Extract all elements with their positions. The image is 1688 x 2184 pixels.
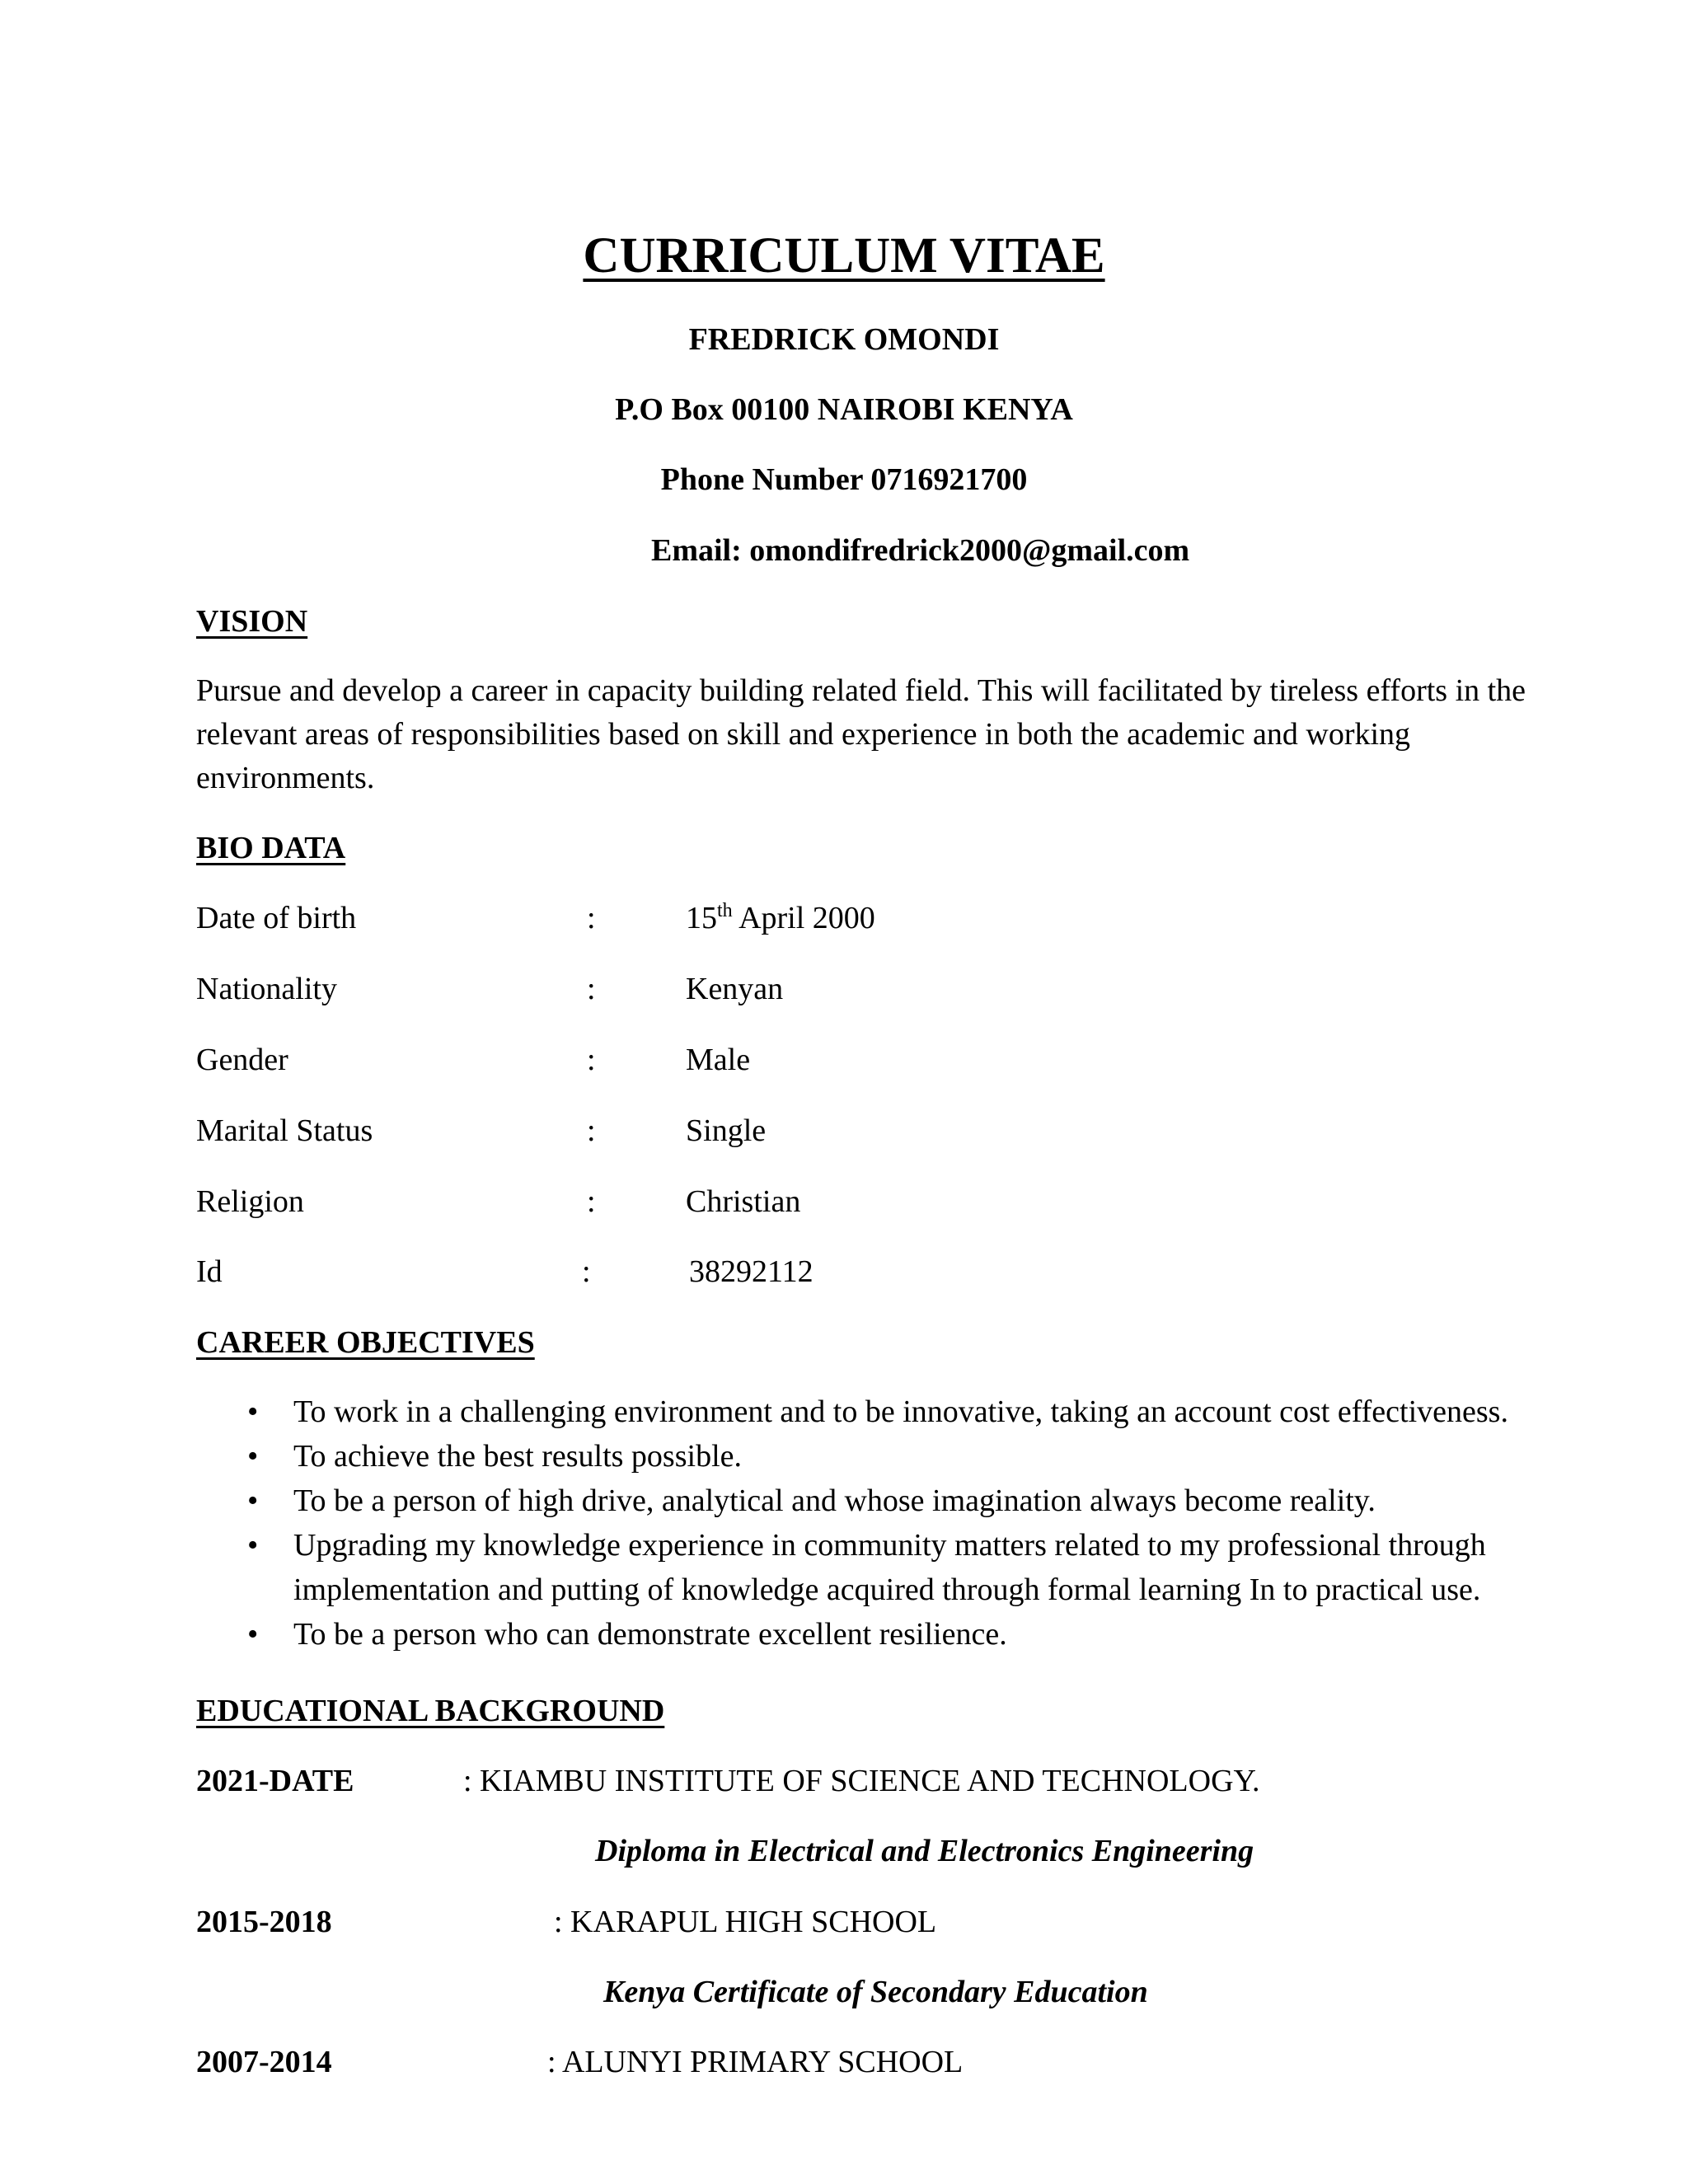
bio-value: Single xyxy=(686,1113,767,1148)
education-school: : ALUNYI PRIMARY SCHOOL xyxy=(547,2045,964,2079)
postal-address: P.O Box 00100 NAIROBI KENYA xyxy=(615,392,1073,427)
bio-separator: : xyxy=(587,972,596,1006)
education-qualification: Kenya Certificate of Secondary Education xyxy=(603,1975,1148,2009)
career-objectives-list xyxy=(247,1390,1599,1657)
vision-heading: VISION xyxy=(196,604,308,639)
list-item: • To achieve the best results possible. xyxy=(247,1434,1599,1479)
bio-label: Date of birth xyxy=(196,901,357,935)
education-school: : KIAMBU INSTITUTE OF SCIENCE AND TECHNOLOGY. xyxy=(463,1764,1260,1798)
list-item: • To be a person of high drive, analytical and whose imagination always become reality. xyxy=(247,1479,1599,1523)
bio-value: Kenyan xyxy=(686,972,784,1006)
phone-number: Phone Number 0716921700 xyxy=(660,462,1028,497)
document-title: CURRICULUM VITAE xyxy=(583,228,1105,284)
education-qualification: Diploma in Electrical and Electronics Engineering xyxy=(595,1834,1254,1868)
list-item: • Upgrading my knowledge experience in community matters related to my professional through implementation and putting of knowledge acquired through formal learning In to practical use. xyxy=(247,1523,1599,1612)
bio-label: Religion xyxy=(196,1184,304,1219)
education-years: 2015-2018 xyxy=(196,1905,332,1939)
bullet-icon: • xyxy=(247,1483,259,1518)
email-address: Email: omondifredrick2000@gmail.com xyxy=(651,533,1190,568)
list-item: • To be a person who can demonstrate excellent resilience. xyxy=(247,1612,1599,1657)
bio-separator: : xyxy=(587,1043,596,1077)
bullet-icon: • xyxy=(247,1528,259,1563)
bio-label: Marital Status xyxy=(196,1113,373,1148)
bio-separator: : xyxy=(587,901,596,935)
bio-separator: : xyxy=(587,1184,596,1219)
list-item: • To work in a challenging environment and to be innovative, taking an account cost effectiveness. xyxy=(247,1390,1599,1434)
candidate-name: FREDRICK OMONDI xyxy=(688,322,1000,357)
education-years: 2021-DATE xyxy=(196,1764,354,1798)
bio-value: 15th April 2000 xyxy=(686,900,875,935)
bio-value: Christian xyxy=(686,1184,801,1219)
bullet-icon: • xyxy=(247,1439,259,1474)
vision-text: Pursue and develop a career in capacity building related field. This will facilitated by tireless efforts in the relevant areas of responsibilities based on skill and experience in both the academic and working environments. xyxy=(196,673,1526,795)
bio-value: 38292112 xyxy=(689,1254,814,1289)
bio-separator: : xyxy=(587,1113,596,1148)
bio-label: Gender xyxy=(196,1043,288,1077)
career-objectives-heading: CAREER OBJECTIVES xyxy=(196,1325,535,1360)
education-heading: EDUCATIONAL BACKGROUND xyxy=(196,1694,665,1728)
bio-data-heading: BIO DATA xyxy=(196,831,346,865)
bio-separator: : xyxy=(582,1254,591,1289)
bio-label: Id xyxy=(196,1254,223,1289)
education-years: 2007-2014 xyxy=(196,2045,332,2079)
bullet-icon: • xyxy=(247,1394,259,1429)
education-school: : KARAPUL HIGH SCHOOL xyxy=(554,1905,937,1939)
bullet-icon: • xyxy=(247,1617,259,1652)
bio-label: Nationality xyxy=(196,972,337,1006)
bio-value: Male xyxy=(686,1043,751,1077)
